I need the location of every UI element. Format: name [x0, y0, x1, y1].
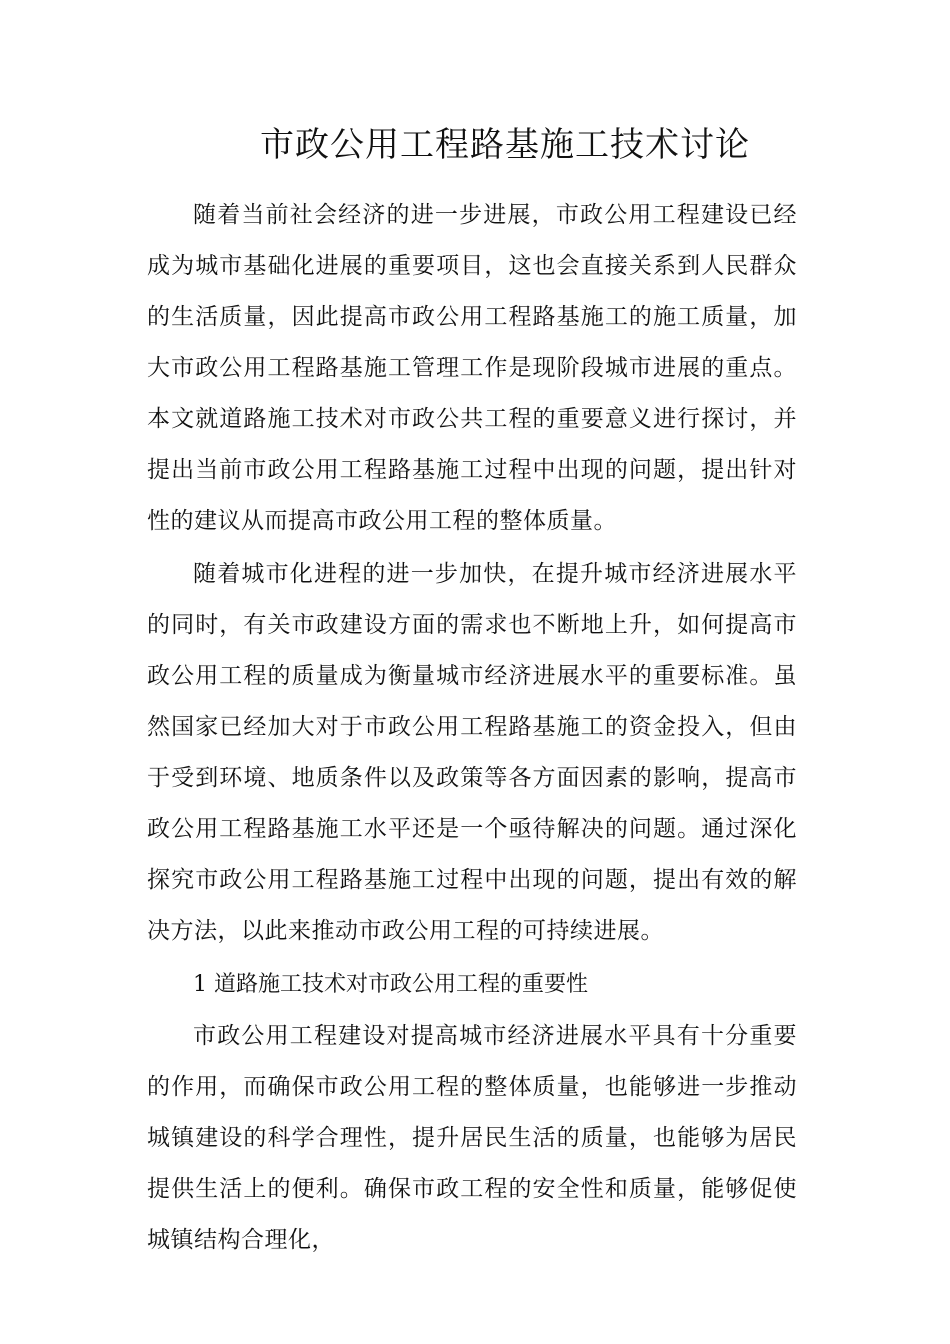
paragraph-intro: 随着当前社会经济的进一步进展，市政公用工程建设已经成为城市基础化进展的重要项目，这也会直接关系到人民群众的生活质量，因此提高市政公用工程路基施工的施工质量，加大市政公用工程路基施工管理工作是现阶段城市进展的重点。本文就道路施工技术对市政公共工程的重要意义进行探讨，并提出当前市政公用工程路基施工过程中出现的问题，提出针对性的建议从而提高市政公用工程的整体质量。 [147, 202, 797, 534]
paragraph-section-1: 市政公用工程建设对提高城市经济进展水平具有十分重要的作用，而确保市政公用工程的整体质量，也能够进一步推动城镇建设的科学合理性，提升居民生活的质量，也能够为居民提供生活上的便利。确保市政工程的安全性和质量，能够促使城镇结构合理化， [147, 1023, 797, 1253]
document-title: 市政公用工程路基施工技术讨论 [260, 125, 750, 165]
paragraph-background: 随着城市化进程的进一步加快，在提升城市经济进展水平的同时，有关市政建设方面的需求也不断地上升，如何提高市政公用工程的质量成为衡量城市经济进展水平的重要标准。虽然国家已经加大对于市政公用工程路基施工的资金投入，但由于受到环境、地质条件以及政策等各方面因素的影响，提高市政公用工程路基施工水平还是一个亟待解决的问题。通过深化探究市政公用工程路基施工过程中出现的问题，提出有效的解决方法，以此来推动市政公用工程的可持续进展。 [147, 561, 797, 944]
section-heading: 1 道路施工技术对市政公用工程的重要性 [193, 972, 588, 997]
